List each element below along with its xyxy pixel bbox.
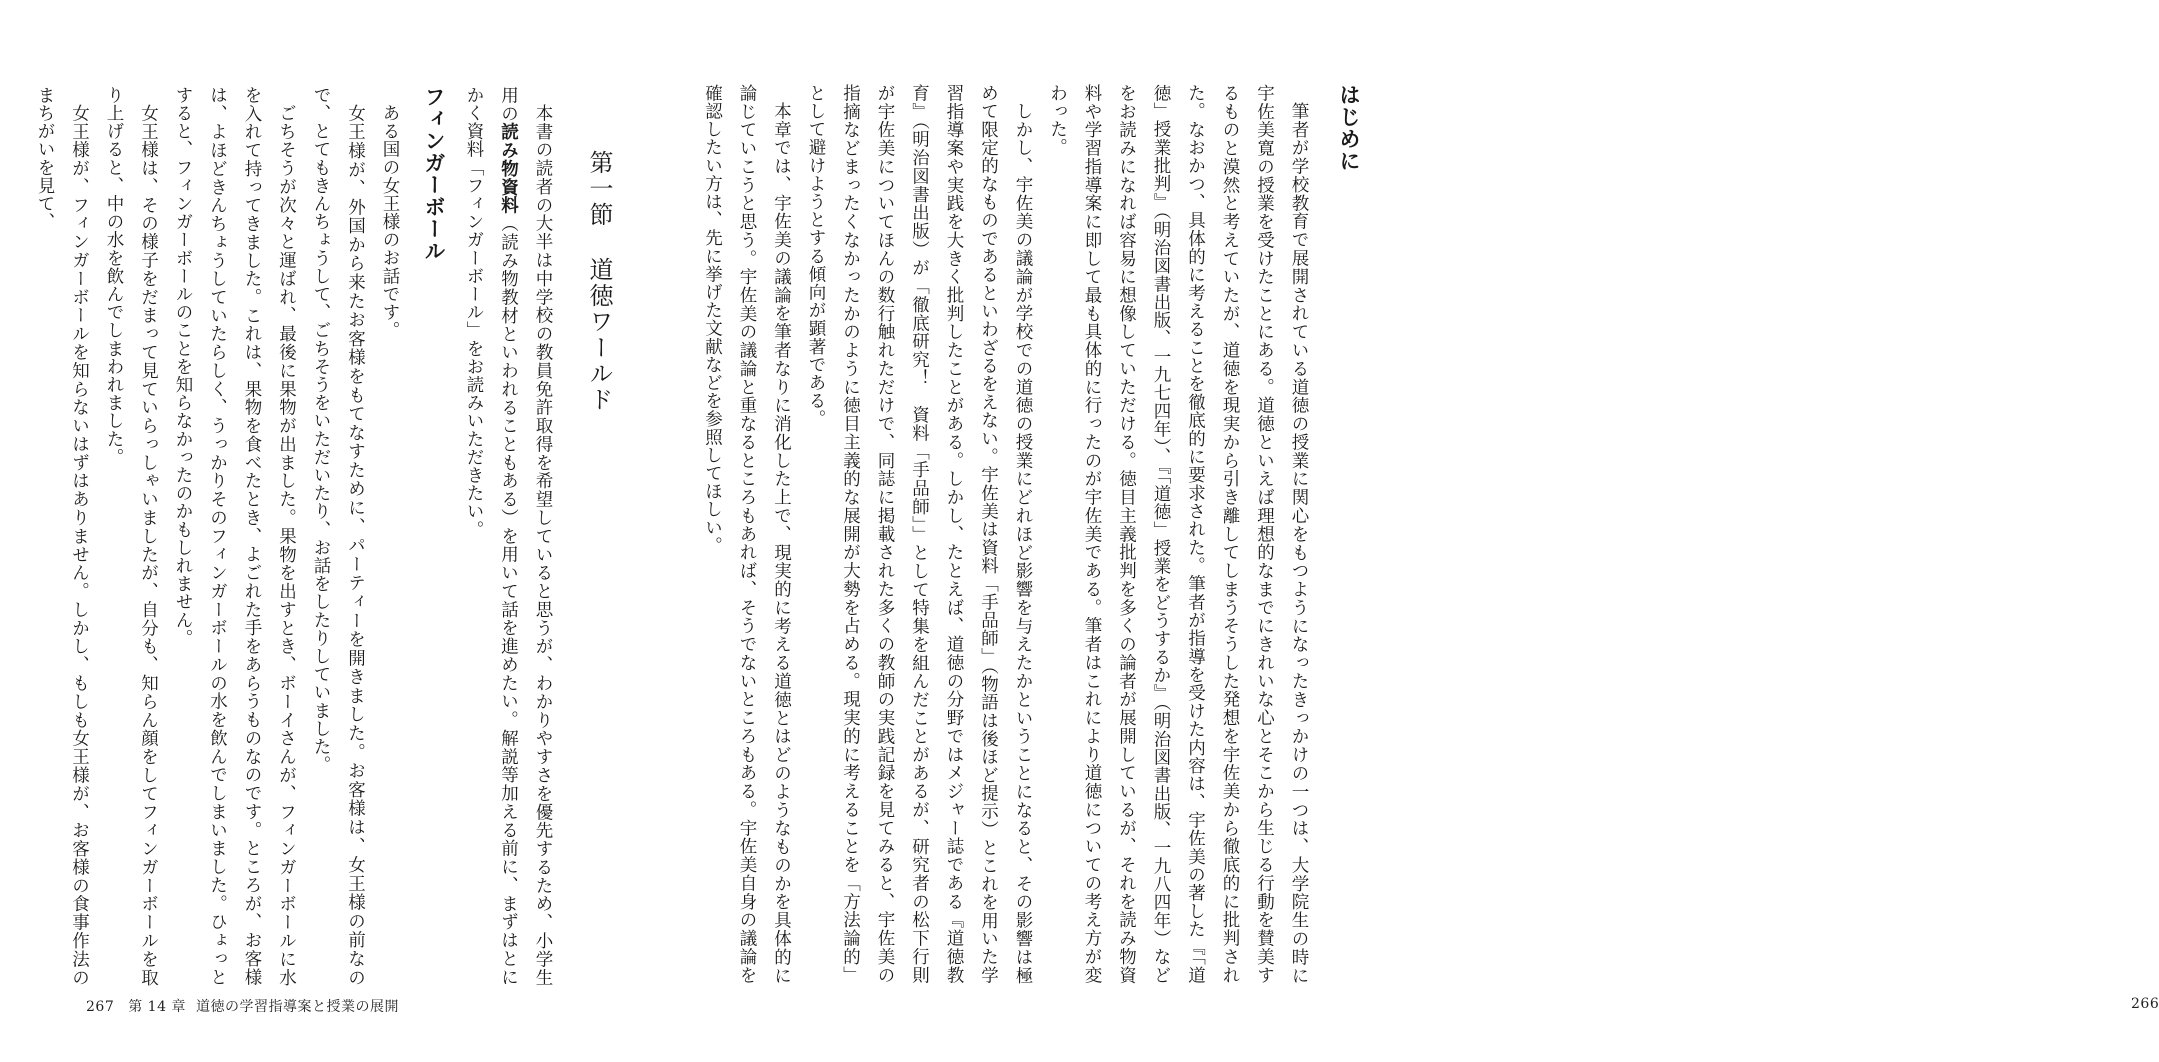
body-paragraph: 筆者が学校教育で展開されている道徳の授業に関心をもつようになったきっかけの一つは、大学院生の時に宇佐美寛の授業を受けたことにある。道徳といえば理想的なまでにきれいな心とそこから生じる行動を賛美するものと漠然と考えていたが、道徳を現実から引き離してしまうそうした発想を宇佐美から徹底的に批判された。なおかつ、具体的に考えることを徹底的に要求された。筆者が指導を受けた内容は、宇佐美の著した『「道徳」授業批判』（明治図書出版、一九七四年）、『「道徳」授業をどうするか』（明治図書出版、一九八四年）などをお読みになれば容易に想像していただける。徳目主義批判を多くの論者が展開しているが、それを読み物資料や学習指導案に即して最も具体的に行ったのが宇佐美である。筆者はこれにより道徳についての考え方が変わった。 [1047,84,1309,984]
story-text [35,86,407,986]
intro-text-b: （読み物教材といわれることもある）を用いて話を進めたい。解説等加える前に、まずはとにかく資料「フィンガーボール」をお読みいただきたい。 [464,86,519,987]
story-paragraph: ある国の女王様のお話です。 [380,103,400,339]
story-paragraph: 女王様が、外国から来たお客様をもてなすために、パーティーを開きました。お客様は、女王様の前なので、とてもきんちょうして、ごちそうをいただいたり、お話をしたりしていました。 [311,86,366,986]
story-paragraph: 女王様は、その様子をだまって見ていらっしゃいましたが、自分も、知らん顔をしてフィンガーボールを取り上げると、中の水を飲んでしまわれました。 [104,86,159,986]
story-paragraph: ごちそうが次々と運ばれ、最後に果物が出ました。果物を出すとき、ボーイさんが、フィンガーボールに水を入れて持ってきました。これは、果物を食べたとき、よごれた手をあらうものなのです。ところが、お客様は、よほどきんちょうしていたらしく、うっかりそのフィンガーボールの水を飲んでしまいました。ひょっとすると、フィンガーボールのことを知らなかったのかもしれません。 [173,86,297,986]
right-body-text [702,84,1316,984]
chapter-title: 道徳の学習指導案と授業の展開 [195,999,399,1015]
story-paragraph: 女王様が、フィンガーボールを知らないはずはありません。しかし、もしも女王様が、お客様の食事作法のまちがいを見て、 [35,86,90,986]
left-page-number: 267 [86,999,115,1015]
section-title [574,150,624,550]
section-number: 第一節 [585,150,613,228]
section-name: 道徳ワールド [585,256,613,413]
right-page [702,0,2159,1062]
intro-text-a: 本書の読者の大半は中学校の教員免許取得を希望していると思うが、わかりやすさを優先するため、小学生用の [498,86,553,986]
left-page [0,0,751,1062]
story-heading: フィンガーボール [422,86,447,262]
right-page-number: 266 [2131,996,2159,1012]
section-intro [460,86,560,986]
left-footer [86,996,399,1016]
page-heading: はじめに [1337,84,1362,172]
body-paragraph: しかし、宇佐美の議論が学校での道徳の授業にどれほど影響を与えたかということになると、その影響は極めて限定的なものであるといわざるをえない。宇佐美は資料「手品師」（物語は後ほど提示）とこれを用いた学習指導案や実践を大きく批判したことがある。しかし、たとえば、道徳の分野ではメジャー誌である『道徳教育』（明治図書出版）が「徹底研究！ 資料「手品師」」として特集を組んだことがあるが、研究者の松下行則が宇佐美についてほんの数行触れただけで、同誌に掲載された多くの教師の実践記録を見てみると、宇佐美の指摘などまったくなかったかのように徳目主義的な展開が大勢を占める。現実的に考えることを「方法論的」として避けようとする傾向が顕著である。 [806,84,1033,984]
chapter-label: 第 14 章 [128,999,186,1015]
intro-bold-term: 読み物資料 [498,122,519,215]
body-paragraph: 本章では、宇佐美の議論を筆者なりに消化した上で、現実的に考える道徳とはどのようなものかを具体的に論じていこうと思う。宇佐美の議論と重なるところもあれば、そうでないところもある。宇佐美自身の議論を確認したい方は、先に挙げた文献などを参照してほしい。 [702,84,792,984]
